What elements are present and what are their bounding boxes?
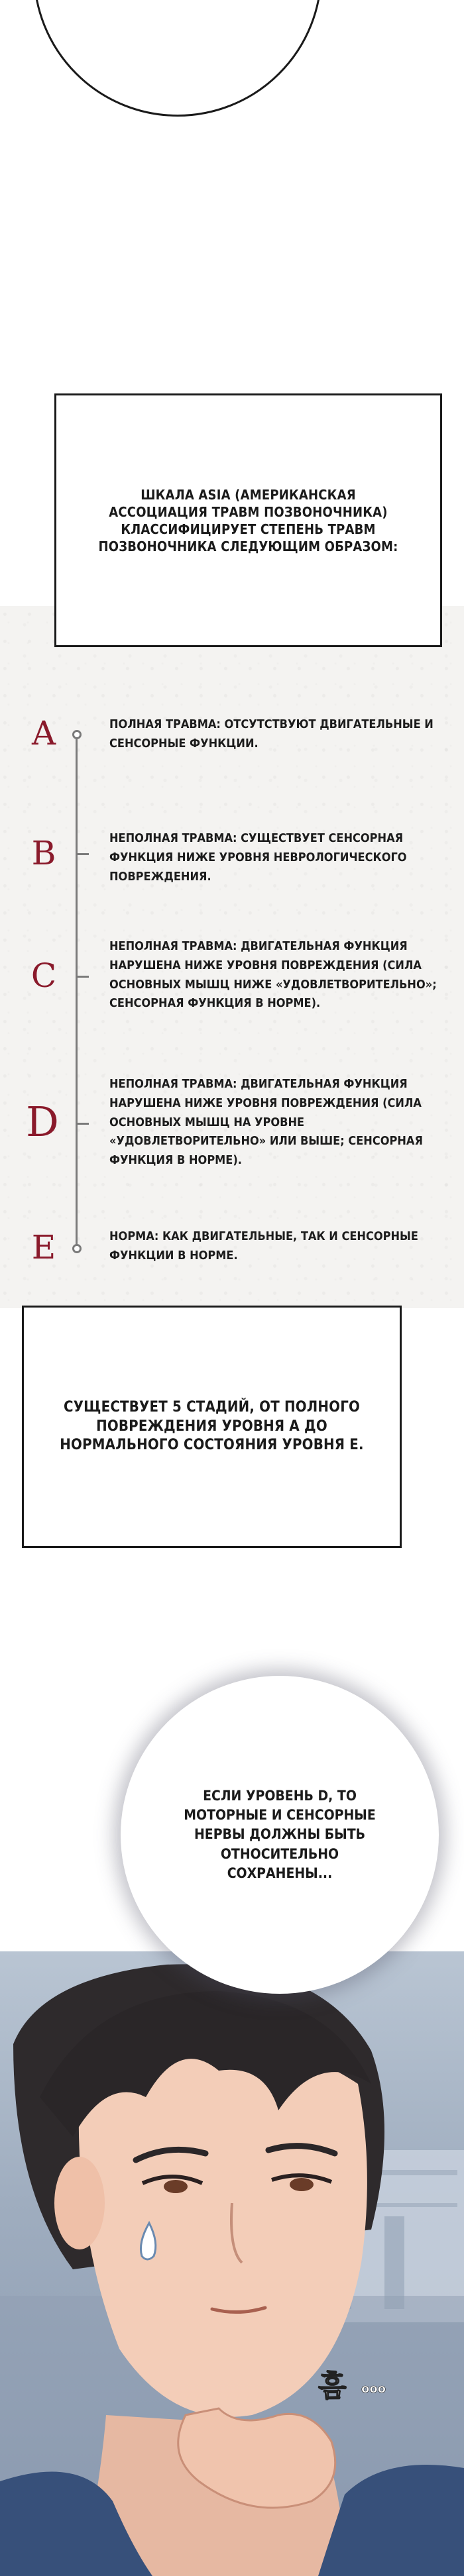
sound-effect: 흠 [318, 2369, 347, 2403]
scale-dot-e [72, 1244, 82, 1253]
scale-desc-b: НЕПОЛНАЯ ТРАВМА: СУЩЕСТВУЕТ СЕНСОРНАЯ ФУНКЦИЯ НИЖЕ УРОВНЯ НЕВРОЛОГИЧЕСКОГО ПОВРЕЖДЕНИЯ. [109, 831, 407, 884]
narration-intro-text: ШКАЛА ASIA (АМЕРИКАНСКАЯ АССОЦИАЦИЯ ТРАВМ ПОЗВОНОЧНИКА) КЛАССИФИЦИРУЕТ СТЕПЕНЬ ТРАВМ ПОЗВОНОЧНИКА СЛЕДУЮЩИМ ОБРАЗОМ: [98, 486, 398, 554]
scale-letter-c: C [30, 956, 57, 995]
scale-desc-d: НЕПОЛНАЯ ТРАВМА: ДВИГАТЕЛЬНАЯ ФУНКЦИЯ НАРУШЕНА НИЖЕ УРОВНЯ ПОВРЕЖДЕНИЯ (СИЛА ОСНОВНЫХ МЫШЦ НА УРОВНЕ «УДОВЛЕТВОРИТЕЛЬНО» ИЛИ ВЫШЕ; СЕНСОРНАЯ ФУНКЦИЯ В НОРМЕ). [109, 1077, 423, 1168]
scale-letter-a: A [31, 714, 56, 752]
character-illustration [0, 1951, 464, 2576]
scale-vertical-line [76, 732, 78, 1249]
scale-tick-c [76, 976, 89, 978]
scale-tick-d [76, 1123, 89, 1125]
scale-desc-c: НЕПОЛНАЯ ТРАВМА: ДВИГАТЕЛЬНАЯ ФУНКЦИЯ НАРУШЕНА НИЖЕ УРОВНЯ ПОВРЕЖДЕНИЯ (СИЛА ОСНОВНЫХ МЫШЦ НИЖЕ «УДОВЛЕТВОРИТЕЛЬНО»; СЕНСОРНАЯ ФУНКЦИЯ В НОРМЕ). [109, 939, 437, 1011]
speech-bubble [121, 1676, 439, 1994]
narration-box-summary [22, 1306, 402, 1548]
partial-speech-bubble [33, 0, 322, 117]
scale-letter-b: B [31, 834, 56, 872]
narration-summary-text: СУЩЕСТВУЕТ 5 СТАДИЙ, ОТ ПОЛНОГО ПОВРЕЖДЕНИЯ УРОВНЯ A ДО НОРМАЛЬНОГО СОСТОЯНИЯ УРОВНЯ E. [60, 1399, 364, 1454]
scale-dot-a [72, 730, 82, 739]
scale-letter-e: E [31, 1228, 56, 1266]
scale-desc-a: ПОЛНАЯ ТРАВМА: ОТСУТСТВУЮТ ДВИГАТЕЛЬНЫЕ И СЕНСОРНЫЕ ФУНКЦИИ. [109, 717, 434, 750]
narration-box-intro [54, 393, 442, 647]
scale-letter-d: D [26, 1098, 59, 1146]
scale-desc-e: НОРМА: КАК ДВИГАТЕЛЬНЫЕ, ТАК И СЕНСОРНЫЕ ФУНКЦИИ В НОРМЕ. [109, 1229, 418, 1262]
scale-tick-b [76, 853, 89, 855]
sound-effect-trail: ooo [361, 2382, 386, 2396]
character-artwork [0, 1951, 464, 2576]
speech-text: ЕСЛИ УРОВЕНЬ D, ТО МОТОРНЫЕ И СЕНСОРНЫЕ НЕРВЫ ДОЛЖНЫ БЫТЬ ОТНОСИТЕЛЬНО СОХРАНЕНЫ... [184, 1787, 376, 1882]
